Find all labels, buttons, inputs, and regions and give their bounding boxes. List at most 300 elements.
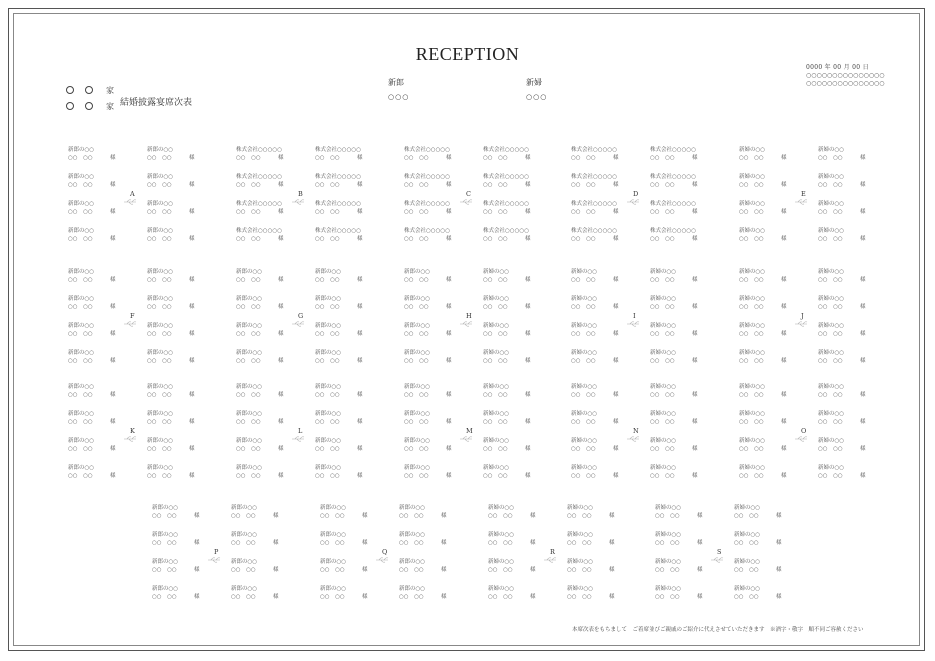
guest-honorific: 様 bbox=[110, 358, 116, 364]
guest-name: ○○ ○○ bbox=[315, 331, 340, 337]
guest-honorific: 様 bbox=[110, 277, 116, 283]
guest-honorific: 様 bbox=[525, 155, 531, 161]
guest-honorific: 様 bbox=[110, 182, 116, 188]
guest-seat bbox=[483, 464, 558, 480]
guest-name: ○○ ○○ bbox=[147, 446, 172, 452]
guest-honorific: 様 bbox=[781, 209, 787, 215]
guest-relation: 新郎の○○ bbox=[68, 201, 95, 207]
guest-seat bbox=[650, 227, 725, 243]
guest-honorific: 様 bbox=[525, 277, 531, 283]
guest-seat bbox=[399, 504, 474, 520]
table-label: R bbox=[550, 548, 555, 556]
guest-honorific: 様 bbox=[697, 567, 703, 573]
guest-seat bbox=[650, 410, 725, 426]
guest-relation: 新郎の○○ bbox=[320, 532, 347, 538]
guest-seat bbox=[818, 268, 893, 284]
guest-name: ○○ ○○ bbox=[483, 419, 508, 425]
guest-relation: 新婦の○○ bbox=[650, 350, 677, 356]
leaf-icon bbox=[291, 198, 305, 206]
table-label: P bbox=[214, 548, 219, 556]
guest-name: ○○ ○○ bbox=[483, 155, 508, 161]
guest-honorific: 様 bbox=[357, 446, 363, 452]
guest-name: ○○ ○○ bbox=[404, 209, 429, 215]
guest-relation: 新婦の○○ bbox=[650, 384, 677, 390]
guest-seat bbox=[650, 200, 725, 216]
guest-relation: 新郎の○○ bbox=[147, 384, 174, 390]
guest-relation: 新婦の○○ bbox=[650, 465, 677, 471]
guest-relation: 新婦の○○ bbox=[650, 296, 677, 302]
guest-name: ○○ ○○ bbox=[147, 182, 172, 188]
guest-seat bbox=[68, 383, 143, 399]
guest-honorific: 様 bbox=[613, 236, 619, 242]
guest-relation: 新郎の○○ bbox=[147, 438, 174, 444]
guest-seat bbox=[404, 295, 479, 311]
guest-seat bbox=[236, 268, 311, 284]
guest-relation: 新郎の○○ bbox=[404, 384, 431, 390]
guest-relation: 新郎の○○ bbox=[315, 323, 342, 329]
guest-honorific: 様 bbox=[273, 513, 279, 519]
guest-seat bbox=[320, 504, 395, 520]
guest-seat bbox=[147, 437, 222, 453]
family-name-2: 家 bbox=[66, 101, 114, 112]
guest-seat bbox=[571, 295, 646, 311]
guest-seat bbox=[231, 504, 306, 520]
guest-honorific: 様 bbox=[278, 419, 284, 425]
guest-name: ○○ ○○ bbox=[152, 594, 177, 600]
guest-name: ○○ ○○ bbox=[147, 277, 172, 283]
leaf-icon bbox=[626, 320, 640, 328]
guest-name: ○○ ○○ bbox=[655, 594, 680, 600]
guest-relation: 新郎の○○ bbox=[315, 465, 342, 471]
guest-honorific: 様 bbox=[110, 392, 116, 398]
guest-relation: 新郎の○○ bbox=[68, 269, 95, 275]
guest-seat bbox=[399, 531, 474, 547]
guest-relation: 新郎の○○ bbox=[404, 350, 431, 356]
guest-name: ○○ ○○ bbox=[236, 155, 261, 161]
guest-seat bbox=[68, 349, 143, 365]
guest-name: ○○ ○○ bbox=[147, 209, 172, 215]
guest-honorific: 様 bbox=[860, 182, 866, 188]
guest-name: ○○ ○○ bbox=[483, 331, 508, 337]
guest-name: ○○ ○○ bbox=[739, 358, 764, 364]
guest-seat bbox=[818, 322, 893, 338]
guest-relation: 新郎の○○ bbox=[68, 350, 95, 356]
guest-seat bbox=[147, 322, 222, 338]
guest-seat bbox=[236, 349, 311, 365]
guest-relation: 新婦の○○ bbox=[483, 350, 510, 356]
guest-name: ○○ ○○ bbox=[650, 277, 675, 283]
guest-honorific: 様 bbox=[692, 155, 698, 161]
guest-name: ○○ ○○ bbox=[404, 182, 429, 188]
guest-relation: 株式会社○○○○○ bbox=[571, 228, 617, 234]
guest-honorific: 様 bbox=[110, 446, 116, 452]
guest-honorific: 様 bbox=[692, 182, 698, 188]
guest-honorific: 様 bbox=[776, 567, 782, 573]
guest-relation: 新郎の○○ bbox=[152, 559, 179, 565]
guest-relation: 新婦の○○ bbox=[739, 228, 766, 234]
guest-honorific: 様 bbox=[441, 567, 447, 573]
guest-relation: 新婦の○○ bbox=[571, 438, 598, 444]
guest-seat bbox=[650, 322, 725, 338]
guest-honorific: 様 bbox=[781, 236, 787, 242]
guest-honorific: 様 bbox=[860, 209, 866, 215]
guest-honorific: 様 bbox=[781, 155, 787, 161]
guest-name: ○○ ○○ bbox=[571, 277, 596, 283]
guest-seat bbox=[315, 437, 390, 453]
guest-honorific: 様 bbox=[860, 358, 866, 364]
guest-honorific: 様 bbox=[278, 331, 284, 337]
guest-relation: 新郎の○○ bbox=[68, 465, 95, 471]
guest-relation: 株式会社○○○○○ bbox=[404, 174, 450, 180]
guest-name: ○○ ○○ bbox=[404, 419, 429, 425]
guest-relation: 新婦の○○ bbox=[734, 505, 761, 511]
guest-relation: 新郎の○○ bbox=[231, 532, 258, 538]
guest-name: ○○ ○○ bbox=[734, 513, 759, 519]
guest-relation: 新郎の○○ bbox=[236, 323, 263, 329]
guest-name: ○○ ○○ bbox=[818, 236, 843, 242]
guest-honorific: 様 bbox=[357, 392, 363, 398]
guest-seat bbox=[571, 227, 646, 243]
guest-name: ○○ ○○ bbox=[650, 331, 675, 337]
guest-relation: 新婦の○○ bbox=[650, 411, 677, 417]
guest-honorific: 様 bbox=[362, 513, 368, 519]
guest-relation: 新郎の○○ bbox=[231, 559, 258, 565]
guest-honorific: 様 bbox=[692, 331, 698, 337]
guest-name: ○○ ○○ bbox=[818, 446, 843, 452]
guest-name: ○○ ○○ bbox=[488, 513, 513, 519]
guest-seat bbox=[315, 268, 390, 284]
table-label: J bbox=[801, 312, 804, 320]
guest-seat bbox=[571, 349, 646, 365]
guest-honorific: 様 bbox=[357, 419, 363, 425]
guest-honorific: 様 bbox=[357, 304, 363, 310]
leaf-icon bbox=[123, 320, 137, 328]
guest-honorific: 様 bbox=[446, 236, 452, 242]
family-name-1: 家 bbox=[66, 85, 114, 96]
guest-honorific: 様 bbox=[446, 392, 452, 398]
guest-name: ○○ ○○ bbox=[655, 513, 680, 519]
guest-seat bbox=[320, 585, 395, 601]
guest-seat bbox=[739, 227, 814, 243]
guest-honorific: 様 bbox=[860, 304, 866, 310]
guest-name: ○○ ○○ bbox=[650, 392, 675, 398]
guest-name: ○○ ○○ bbox=[739, 392, 764, 398]
table-label: K bbox=[130, 427, 135, 435]
guest-honorific: 様 bbox=[189, 392, 195, 398]
guest-relation: 新婦の○○ bbox=[571, 384, 598, 390]
guest-honorific: 様 bbox=[189, 277, 195, 283]
guest-relation: 新婦の○○ bbox=[650, 269, 677, 275]
guest-relation: 新婦の○○ bbox=[483, 323, 510, 329]
guest-name: ○○ ○○ bbox=[571, 304, 596, 310]
guest-relation: 株式会社○○○○○ bbox=[315, 147, 361, 153]
guest-seat bbox=[655, 531, 730, 547]
guest-honorific: 様 bbox=[110, 209, 116, 215]
guest-seat bbox=[236, 383, 311, 399]
guest-relation: 新婦の○○ bbox=[818, 384, 845, 390]
guest-seat bbox=[739, 410, 814, 426]
guest-name: ○○ ○○ bbox=[315, 419, 340, 425]
guest-name: ○○ ○○ bbox=[320, 567, 345, 573]
guest-honorific: 様 bbox=[860, 419, 866, 425]
guest-honorific: 様 bbox=[446, 419, 452, 425]
guest-seat bbox=[818, 227, 893, 243]
guest-seat bbox=[404, 349, 479, 365]
guest-relation: 新婦の○○ bbox=[739, 438, 766, 444]
guest-seat bbox=[68, 410, 143, 426]
guest-relation: 新婦の○○ bbox=[488, 532, 515, 538]
guest-honorific: 様 bbox=[441, 513, 447, 519]
guest-name: ○○ ○○ bbox=[655, 567, 680, 573]
guest-seat bbox=[650, 173, 725, 189]
guest-seat bbox=[231, 585, 306, 601]
guest-relation: 新婦の○○ bbox=[818, 228, 845, 234]
bride-label: 新婦 bbox=[526, 78, 542, 87]
guest-relation: 新郎の○○ bbox=[315, 411, 342, 417]
guest-honorific: 様 bbox=[781, 358, 787, 364]
guest-honorific: 様 bbox=[357, 209, 363, 215]
table-label: H bbox=[466, 312, 472, 320]
guest-name: ○○ ○○ bbox=[571, 155, 596, 161]
guest-honorific: 様 bbox=[110, 331, 116, 337]
guest-name: ○○ ○○ bbox=[571, 209, 596, 215]
table-label: Q bbox=[382, 548, 388, 556]
guest-relation: 株式会社○○○○○ bbox=[404, 228, 450, 234]
guest-relation: 新婦の○○ bbox=[488, 505, 515, 511]
guest-seat bbox=[739, 173, 814, 189]
guest-honorific: 様 bbox=[692, 304, 698, 310]
guest-name: ○○ ○○ bbox=[818, 473, 843, 479]
guest-relation: 新婦の○○ bbox=[739, 350, 766, 356]
venue-line-1: ○○○○○○○○○○○○○○○ bbox=[806, 72, 885, 79]
guest-seat bbox=[147, 200, 222, 216]
guest-honorific: 様 bbox=[692, 277, 698, 283]
guest-relation: 新郎の○○ bbox=[236, 438, 263, 444]
guest-name: ○○ ○○ bbox=[571, 358, 596, 364]
guest-honorific: 様 bbox=[446, 209, 452, 215]
guest-honorific: 様 bbox=[692, 358, 698, 364]
guest-seat bbox=[818, 146, 893, 162]
guest-honorific: 様 bbox=[441, 540, 447, 546]
guest-relation: 新郎の○○ bbox=[236, 269, 263, 275]
leaf-icon bbox=[710, 556, 724, 564]
guest-seat bbox=[152, 504, 227, 520]
guest-name: ○○ ○○ bbox=[231, 594, 256, 600]
guest-relation: 株式会社○○○○○ bbox=[650, 228, 696, 234]
guest-relation: 新婦の○○ bbox=[739, 465, 766, 471]
guest-relation: 新婦の○○ bbox=[567, 532, 594, 538]
leaf-icon bbox=[207, 556, 221, 564]
guest-seat bbox=[483, 200, 558, 216]
leaf-icon bbox=[626, 435, 640, 443]
guest-name: ○○ ○○ bbox=[567, 567, 592, 573]
guest-relation: 新郎の○○ bbox=[68, 438, 95, 444]
guest-name: ○○ ○○ bbox=[739, 304, 764, 310]
guest-seat bbox=[147, 146, 222, 162]
guest-name: ○○ ○○ bbox=[404, 155, 429, 161]
guest-seat bbox=[315, 200, 390, 216]
guest-name: ○○ ○○ bbox=[650, 155, 675, 161]
guest-seat bbox=[404, 464, 479, 480]
guest-name: ○○ ○○ bbox=[404, 358, 429, 364]
guest-seat bbox=[567, 504, 642, 520]
guest-relation: 新郎の○○ bbox=[147, 350, 174, 356]
table-label: A bbox=[130, 190, 135, 198]
guest-honorific: 様 bbox=[525, 236, 531, 242]
groom-block bbox=[388, 77, 409, 101]
guest-name: ○○ ○○ bbox=[650, 304, 675, 310]
guest-relation: 新郎の○○ bbox=[315, 438, 342, 444]
guest-seat bbox=[404, 268, 479, 284]
guest-seat bbox=[650, 464, 725, 480]
leaf-icon bbox=[459, 435, 473, 443]
guest-honorific: 様 bbox=[692, 419, 698, 425]
guest-name: ○○ ○○ bbox=[231, 567, 256, 573]
guest-seat bbox=[315, 349, 390, 365]
guest-relation: 新婦の○○ bbox=[734, 532, 761, 538]
guest-honorific: 様 bbox=[357, 331, 363, 337]
guest-seat bbox=[320, 531, 395, 547]
table-label: S bbox=[717, 548, 722, 556]
guest-relation: 新郎の○○ bbox=[147, 147, 174, 153]
guest-relation: 新郎の○○ bbox=[399, 505, 426, 511]
guest-honorific: 様 bbox=[530, 540, 536, 546]
guest-name: ○○ ○○ bbox=[571, 473, 596, 479]
guest-relation: 新婦の○○ bbox=[734, 559, 761, 565]
guest-relation: 新郎の○○ bbox=[147, 465, 174, 471]
guest-seat bbox=[152, 531, 227, 547]
guest-relation: 新郎の○○ bbox=[399, 559, 426, 565]
guest-name: ○○ ○○ bbox=[68, 419, 93, 425]
guest-relation: 新婦の○○ bbox=[655, 532, 682, 538]
guest-name: ○○ ○○ bbox=[147, 304, 172, 310]
guest-seat bbox=[483, 410, 558, 426]
guest-seat bbox=[483, 295, 558, 311]
table-label: B bbox=[298, 190, 303, 198]
guest-seat bbox=[315, 295, 390, 311]
guest-honorific: 様 bbox=[525, 358, 531, 364]
guest-seat bbox=[147, 464, 222, 480]
guest-seat bbox=[650, 383, 725, 399]
guest-honorific: 様 bbox=[189, 155, 195, 161]
table-label: F bbox=[130, 312, 135, 320]
guest-seat bbox=[571, 173, 646, 189]
guest-seat bbox=[734, 531, 809, 547]
guest-honorific: 様 bbox=[525, 209, 531, 215]
guest-honorific: 様 bbox=[613, 331, 619, 337]
guest-seat bbox=[147, 349, 222, 365]
leaf-icon bbox=[794, 198, 808, 206]
guest-name: ○○ ○○ bbox=[68, 446, 93, 452]
guest-honorific: 様 bbox=[525, 419, 531, 425]
guest-seat bbox=[734, 558, 809, 574]
guest-name: ○○ ○○ bbox=[404, 277, 429, 283]
guest-relation: 新郎の○○ bbox=[404, 296, 431, 302]
guest-name: ○○ ○○ bbox=[734, 567, 759, 573]
guest-seat bbox=[147, 410, 222, 426]
guest-relation: 新郎の○○ bbox=[236, 465, 263, 471]
guest-seat bbox=[68, 146, 143, 162]
guest-relation: 新郎の○○ bbox=[236, 350, 263, 356]
guest-seat bbox=[739, 295, 814, 311]
guest-relation: 新郎の○○ bbox=[152, 505, 179, 511]
guest-relation: 新郎の○○ bbox=[315, 350, 342, 356]
guest-relation: 新郎の○○ bbox=[404, 269, 431, 275]
guest-relation: 新郎の○○ bbox=[399, 532, 426, 538]
table-label: D bbox=[633, 190, 639, 198]
guest-honorific: 様 bbox=[194, 540, 200, 546]
guest-name: ○○ ○○ bbox=[147, 331, 172, 337]
guest-relation: 株式会社○○○○○ bbox=[404, 201, 450, 207]
guest-name: ○○ ○○ bbox=[320, 513, 345, 519]
guest-relation: 株式会社○○○○○ bbox=[483, 228, 529, 234]
guest-name: ○○ ○○ bbox=[571, 392, 596, 398]
guest-honorific: 様 bbox=[860, 473, 866, 479]
guest-honorific: 様 bbox=[189, 446, 195, 452]
guest-name: ○○ ○○ bbox=[236, 277, 261, 283]
guest-seat bbox=[818, 200, 893, 216]
guest-honorific: 様 bbox=[697, 513, 703, 519]
guest-seat bbox=[818, 410, 893, 426]
guest-name: ○○ ○○ bbox=[650, 209, 675, 215]
guest-name: ○○ ○○ bbox=[320, 540, 345, 546]
leaf-icon bbox=[291, 320, 305, 328]
guest-relation: 新郎の○○ bbox=[236, 296, 263, 302]
guest-honorific: 様 bbox=[530, 567, 536, 573]
guest-honorific: 様 bbox=[781, 446, 787, 452]
table-label: E bbox=[801, 190, 806, 198]
guest-name: ○○ ○○ bbox=[483, 473, 508, 479]
guest-seat bbox=[488, 531, 563, 547]
guest-relation: 新郎の○○ bbox=[315, 296, 342, 302]
guest-name: ○○ ○○ bbox=[147, 419, 172, 425]
guest-name: ○○ ○○ bbox=[315, 155, 340, 161]
guest-honorific: 様 bbox=[194, 594, 200, 600]
guest-relation: 新婦の○○ bbox=[655, 505, 682, 511]
guest-honorific: 様 bbox=[692, 446, 698, 452]
guest-seat bbox=[567, 531, 642, 547]
guest-relation: 新婦の○○ bbox=[571, 411, 598, 417]
guest-seat bbox=[315, 173, 390, 189]
guest-honorific: 様 bbox=[697, 594, 703, 600]
guest-seat bbox=[315, 322, 390, 338]
guest-seat bbox=[404, 410, 479, 426]
guest-name: ○○ ○○ bbox=[739, 209, 764, 215]
guest-name: ○○ ○○ bbox=[315, 446, 340, 452]
guest-relation: 新婦の○○ bbox=[650, 323, 677, 329]
guest-relation: 新郎の○○ bbox=[147, 411, 174, 417]
guest-name: ○○ ○○ bbox=[315, 277, 340, 283]
guest-relation: 株式会社○○○○○ bbox=[650, 174, 696, 180]
guest-relation: 新郎の○○ bbox=[404, 411, 431, 417]
guest-seat bbox=[488, 504, 563, 520]
guest-honorific: 様 bbox=[613, 358, 619, 364]
guest-honorific: 様 bbox=[446, 358, 452, 364]
guest-seat bbox=[818, 173, 893, 189]
guest-relation: 株式会社○○○○○ bbox=[236, 147, 282, 153]
guest-name: ○○ ○○ bbox=[818, 155, 843, 161]
guest-name: ○○ ○○ bbox=[404, 392, 429, 398]
guest-seat bbox=[650, 268, 725, 284]
guest-seat bbox=[650, 437, 725, 453]
venue-line-2: ○○○○○○○○○○○○○○○ bbox=[806, 80, 885, 87]
leaf-icon bbox=[794, 435, 808, 443]
table-label: C bbox=[466, 190, 471, 198]
guest-seat bbox=[734, 585, 809, 601]
guest-relation: 株式会社○○○○○ bbox=[571, 147, 617, 153]
guest-seat bbox=[236, 146, 311, 162]
guest-name: ○○ ○○ bbox=[483, 277, 508, 283]
